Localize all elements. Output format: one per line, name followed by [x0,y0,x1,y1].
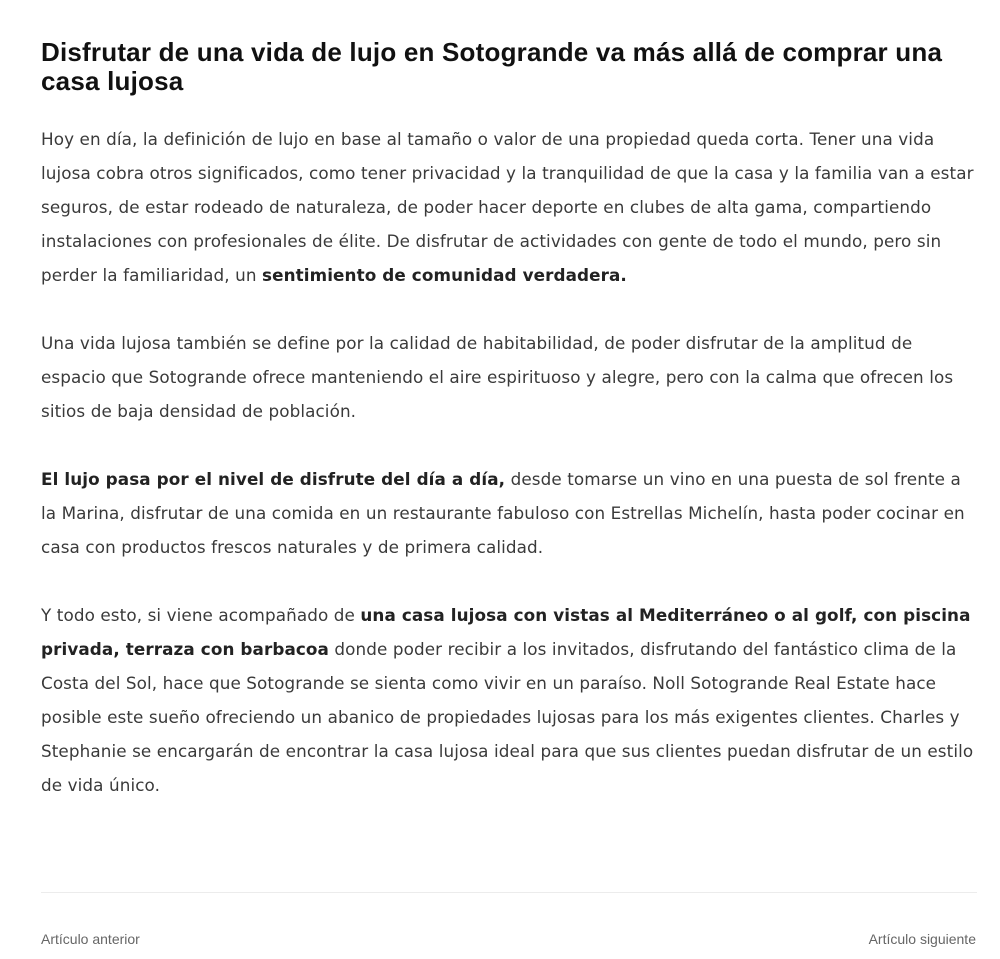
paragraph-4-text-a: Y todo esto, si viene acompañado de [41,605,361,625]
paragraph-4-bold: una casa lujosa con vistas al Mediterráneo o al golf, con piscina privada, terraza con barbacoa [41,605,971,659]
paragraph-2 [41,326,977,428]
paragraph-3-bold: El lujo pasa por el nivel de disfrute del día a día, [41,469,506,489]
paragraph-1-text: Hoy en día, la definición de lujo en base al tamaño o valor de una propiedad queda corta. Tener una vida lujosa cobra otros significados, como tener privacidad y la tranquilidad de que la casa y la familia van a estar seguros, de estar rodeado de naturaleza, de poder hacer deporte en clubes de alta gama, compartiendo instalaciones con profesionales de élite. De disfrutar de actividades con gente de todo el mundo, pero sin perder la familiaridad, un [41,129,974,285]
paragraph-1-bold: sentimiento de comunidad verdadera. [262,265,627,285]
paragraph-4 [41,598,977,802]
article-title: Disfrutar de una vida de lujo en Sotogrande va más allá de comprar una casa lujosa [41,37,943,96]
article-body [41,38,977,836]
previous-article-link[interactable]: Artículo anterior [41,931,140,947]
paragraph-3-text: desde tomarse un vino en una puesta de sol frente a la Marina, disfrutar de una comida en un restaurante fabuloso con Estrellas Michelín, hasta poder cocinar en casa con productos frescos naturales y de primera calidad. [41,469,965,557]
post-nav-divider [41,892,977,893]
paragraph-1 [41,122,977,292]
paragraph-2-text: Una vida lujosa también se define por la calidad de habitabilidad, de poder disfrutar de la amplitud de espacio que Sotogrande ofrece manteniendo el aire espirituoso y alegre, pero con la calma que ofrecen los sitios de baja densidad de población. [41,333,954,421]
next-article-link[interactable]: Artículo siguiente [868,931,976,947]
paragraph-4-text-b: donde poder recibir a los invitados, disfrutando del fantástico clima de la Costa del Sol, hace que Sotogrande se sienta como vivir en un paraíso. Noll Sotogrande Real Estate hace posible este sueño ofreciendo un abanico de propiedades lujosas para los más exigentes clientes. Charles y Stephanie se encargarán de encontrar la casa lujosa ideal para que sus clientes puedan disfrutar de un estilo de vida único. [41,639,974,795]
paragraph-3 [41,462,977,564]
